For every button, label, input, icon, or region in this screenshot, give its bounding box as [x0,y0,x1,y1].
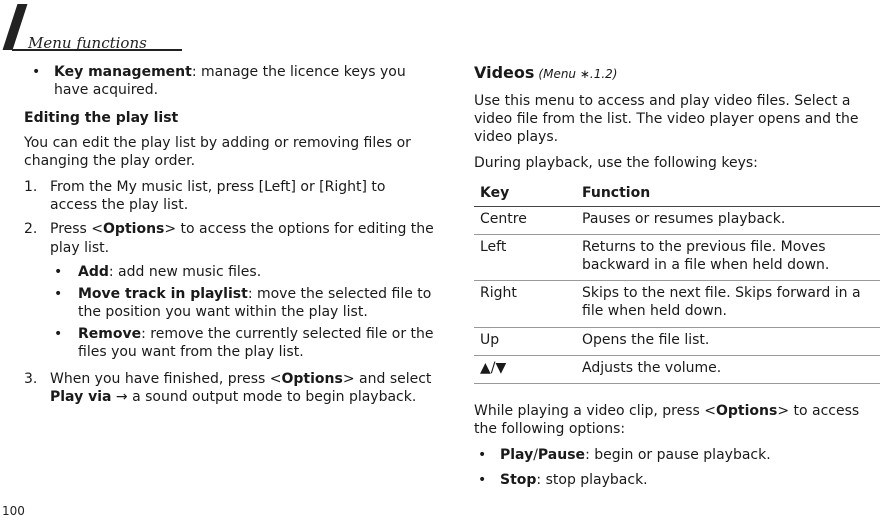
bullet-text: : manage the licence keys you have acquired. [54,64,406,99]
table-row [474,327,880,355]
table-row [474,281,880,327]
option-sep: / [533,447,538,464]
page-number: 100 [2,504,25,518]
option-text: : begin or pause playback. [585,447,771,464]
right-column [474,63,880,495]
table-row [474,355,880,383]
videos-intro: Use this menu to access and play video files. Select a video file from the list. The video player opens and the video plays. [474,92,859,146]
step-text: From the My music list, press [Left] or [Right] to access the play list. [50,178,386,214]
step-2 [24,220,434,256]
table-header-function: Function [576,183,880,207]
step-number: 1. [24,178,38,195]
bullet-dot: • [478,471,487,488]
table-cell-function: Skips to the next file. Skips forward in a file when held down. [576,281,880,327]
table-header-key: Key [474,183,576,207]
step-1 [24,178,434,214]
bullet-dot: • [54,263,63,280]
bullet-dot: • [54,326,63,343]
step-text-mid: > and select [342,370,432,387]
table-row [474,206,880,234]
step-number: 2. [24,221,38,238]
bullet-label: Key management [54,64,192,80]
table-cell-key: Up [474,327,576,355]
table-cell-key: Centre [474,206,576,234]
table-cell-function: Opens the file list. [576,327,880,355]
during-playback-text: During playback, use the following keys: [474,155,758,172]
while-playing-text [474,402,880,438]
step-text-post: → a sound output mode to begin playback. [111,388,417,405]
section-intro: You can edit the play list by adding or removing files or changing the play order. [24,134,411,169]
table-header-row [474,183,880,207]
step-bold: Options [103,221,165,238]
step-text-pre: When you have finished, press < [50,370,282,387]
page-header-title: Menu functions [28,34,147,52]
option-bold: Stop [500,471,537,488]
while-text-pre: While playing a video clip, press < [474,403,716,420]
section-title-videos [474,63,880,84]
step-bold-options: Options [281,370,343,387]
sub-bullet-remove [24,325,434,361]
bullet-dot: • [32,64,41,80]
table-cell-key: Right [474,281,576,327]
bullet-dot: • [478,447,487,464]
while-bold: Options [716,403,778,420]
sub-bullet-text: : remove the currently selected file or the files you want from the play list. [78,326,434,361]
bullet-dot: • [54,285,63,302]
bullet-stop [474,471,880,489]
section-title-text: Videos [474,63,535,82]
table-cell-function: Adjusts the volume. [576,355,880,383]
sub-bullet-move-track [24,285,434,321]
table-cell-key: ▲/▼ [474,355,576,383]
step-text-pre: Press < [50,221,104,238]
option-bold: Play [500,447,534,464]
option-bold-2: Pause [537,447,586,464]
while-text-post: > to access the following options: [474,403,860,438]
keys-table [474,183,880,385]
step-3 [24,370,434,406]
sub-bullet-add [24,263,434,281]
sub-bullet-text: : add new music files. [108,263,262,280]
table-cell-key: Left [474,234,576,280]
step-text-post: > to access the options for editing the play list. [50,221,434,256]
option-text: : stop playback. [536,471,648,488]
step-bold-play-via: Play via [50,388,112,405]
bullet-key-management [24,63,434,99]
table-cell-function: Pauses or resumes playback. [576,206,880,234]
table-row [474,234,880,280]
sub-bullet-text: : move the selected file to the position you want within the play list. [78,285,432,321]
bullet-play-pause [474,446,880,464]
left-column [24,63,434,412]
sub-bullet-label: Remove [78,326,142,343]
section-heading: Editing the play list [24,110,179,127]
header-bar [3,4,28,50]
sub-bullet-label: Add [78,263,109,280]
sub-bullet-label: Move track in playlist [78,285,248,302]
menu-reference: (Menu ∗.1.2) [538,67,618,81]
step-number: 3. [24,370,38,387]
table-cell-function: Returns to the previous file. Moves backward in a file when held down. [576,234,880,280]
